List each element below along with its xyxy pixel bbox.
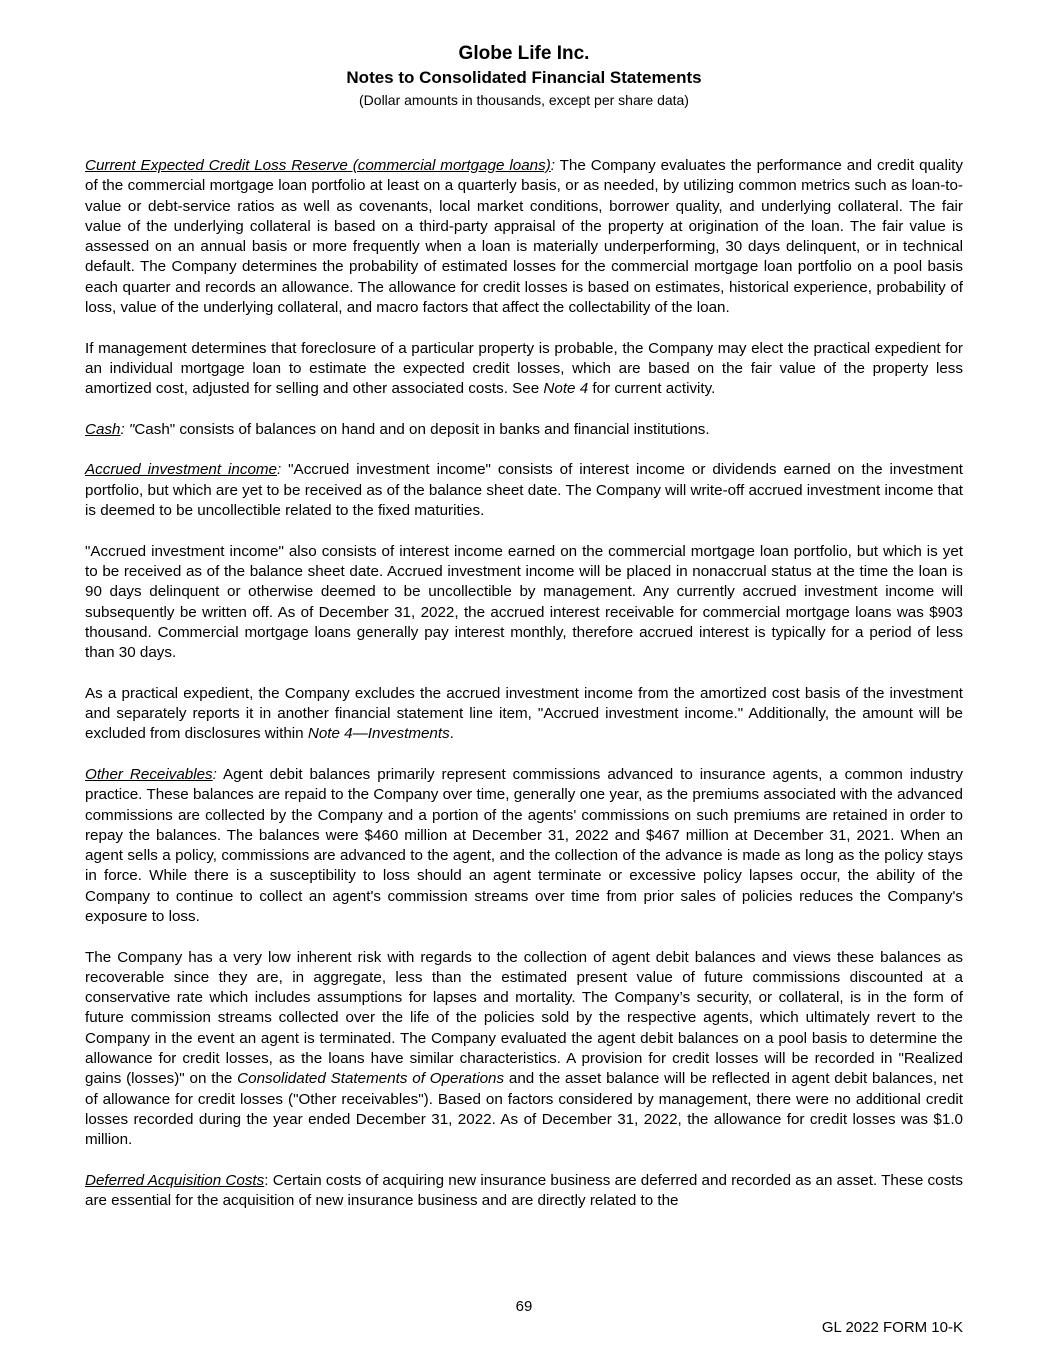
term-colon: : [550,157,555,174]
paragraph-text: "Accrued investment income" consists of interest income or dividends earned on the investment portfolio, but which are yet to be received as of the balance sheet date. The Company will write-off accrued investment income that is deemed to be uncollectible related to the fixed maturities. [85,461,963,520]
paragraph-text: . [449,725,454,743]
paragraph-other-receivables [85,765,963,927]
note-reference: Note 4 [543,380,589,398]
paragraph-dac [85,1171,963,1212]
term-colon: : [277,461,282,479]
page-title: Notes to Consolidated Financial Statements [346,68,702,87]
term-deferred-acquisition-costs: Deferred Acquisition Costs [85,1171,265,1189]
term-other-receivables: Other Receivables [85,765,213,783]
page-header [0,41,1048,110]
page-number: 69 [515,1298,533,1315]
paragraph-practical-expedient [85,684,963,745]
paragraph-text: The Company evaluates the performance and credit quality of the commercial mortgage loan portfolio at least on a quarterly basis, or as needed, by utilizing common metrics such as loan-to-value or debt-service ratios as well as covenants, local market conditions, borrower quality, and underlying collateral. The fair value of the underlying collateral is based on a third-party appraisal of the property at origination of the loan. The fair value is assessed on an annual basis or more frequently when a loan is materially underperforming, 30 days delinquent, or in technical default. The Company determines the probability of estimated losses for the commercial mortgage loan portfolio on a pool basis each quarter and records an allowance. The allowance for credit losses is based on estimates, historical experience, probability of loss, value of the underlying collateral, and macro factors that affect the collectability of the loan. [85,157,963,317]
paragraph-text: and the asset balance will be reflected in agent debit balances, net of allowance for credit losses ("Other receivables"). Based on factors considered by management, there were no additional credit losses recorded during the year ended December 31, 2022. As of December 31, 2022, the allowance for credit losses was $1.0 million. [85,1070,963,1149]
term-accrued-investment-income: Accrued investment income [85,461,277,479]
paragraph-text: for current activity. [588,380,716,398]
term-colon: : [264,1171,269,1189]
paragraph-cash [85,420,963,440]
paragraph-text: If management determines that foreclosure of a particular property is probable, the Company may elect the practical expedient for an individual mortgage loan to estimate the expected credit losses, which are based on the fair value of the property less amortized cost, adjusted for selling and other associated costs. See [85,339,963,398]
paragraph-cecl [85,156,963,318]
paragraph-text: As a practical expedient, the Company excludes the accrued investment income from the amortized cost basis of the investment and separately reports it in another financial statement line item, "Accrued investment income." Additionally, the amount will be excluded from disclosures within [85,684,963,743]
term-cash: Cash [85,420,121,438]
term-cecl: Current Expected Credit Loss Reserve (commercial mortgage loans) [85,157,551,174]
note-reference: Note 4—Investments [307,725,450,743]
form-label: GL 2022 FORM 10-K [821,1319,963,1336]
company-name: Globe Life Inc. [458,43,590,64]
notes-body [85,156,963,1232]
paragraph-text: Agent debit balances primarily represent commissions advanced to insurance agents, a common industry practice. These balances are repaid to the Company over time, generally one year, as the premiums associated with the advanced commissions are collected by the Company and a portion of the agents' commissions on such premiums are retained in order to repay the balances. The balances were $460 million at December 31, 2022 and $467 million at December 31, 2021. When an agent sells a policy, commissions are advanced to the agent, and the collection of the advance is made as long as the policy stays in force. While there is a susceptibility to loss should an agent terminate or excessive policy lapses occur, the ability of the Company to continue to collect an agent's commission streams over time from prior sales of policies reduces the Company's exposure to loss. [85,765,963,925]
term-colon: : [212,765,217,783]
paragraph-text: Cash" consists of balances on hand and on deposit in banks and financial institutions. [134,420,710,438]
paragraph-text: Certain costs of acquiring new insurance business are deferred and recorded as an asset. These costs are essential for the acquisition of new insurance business and are directly related to the [85,1171,963,1210]
paragraph-text: The Company has a very low inherent risk with regards to the collection of agent debit balances and views these balances as recoverable since they are, in aggregate, less than the estimated present value of future commissions discounted at a conservative rate which includes assumptions for lapses and mortality. The Company’s security, or collateral, is in the form of future commission streams collected over the life of the policies sold by the respective agents, which ultimately revert to the Company in the event an agent is terminated. The Company evaluated the agent debit balances on a pool basis to determine the allowance for credit losses, as the loans have similar characteristics. A provision for credit losses will be recorded in "Realized gains (losses)" on the [85,948,963,1088]
term-colon: : " [120,420,135,438]
paragraph-accrued-mortgage [85,542,963,664]
paragraph-low-risk [85,948,963,1151]
paragraph-foreclosure [85,339,963,400]
paragraph-text: "Accrued investment income" also consists of interest income earned on the commercial mortgage loan portfolio, but which is yet to be received as of the balance sheet date. Accrued investment income will be placed in nonaccrual status at the time the loan is 90 days delinquent or otherwise deemed to be uncollectible by management. Any currently accrued investment income will subsequently be written off. As of December 31, 2022, the accrued interest receivable for commercial mortgage loans was $903 thousand. Commercial mortgage loans generally pay interest monthly, therefore accrued interest is typically for a period of less than 30 days. [85,542,963,662]
statement-reference: Consolidated Statements of Operations [237,1070,505,1088]
units-note: (Dollar amounts in thousands, except per share data) [359,92,689,108]
paragraph-accrued-income [85,460,963,521]
